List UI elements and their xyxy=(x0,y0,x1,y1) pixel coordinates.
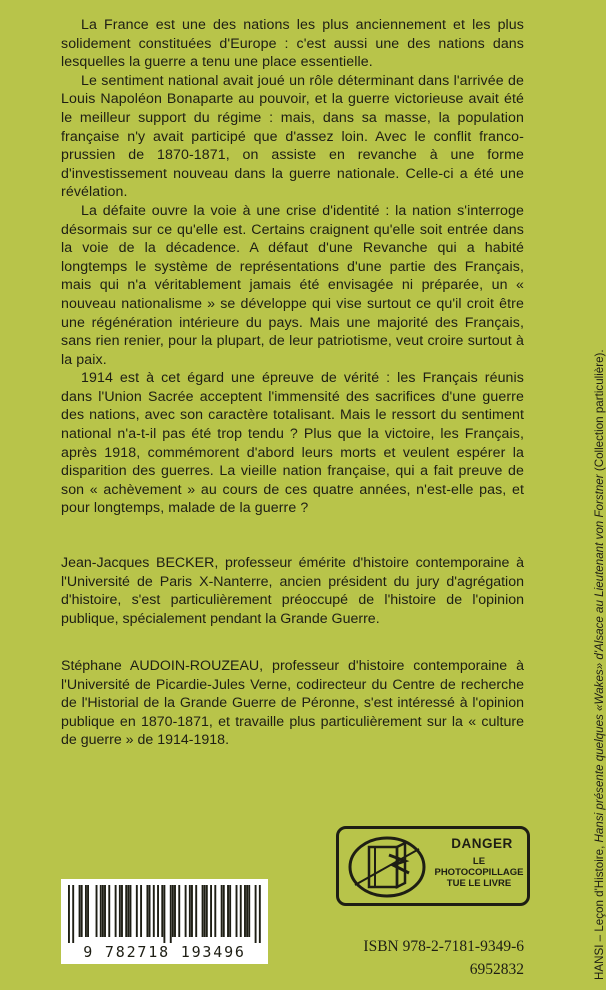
barcode-bar xyxy=(108,885,110,937)
barcode xyxy=(61,879,268,964)
danger-photocopillage-logo xyxy=(336,826,530,906)
bio-becker-text: Jean-Jacques BECKER, professeur émérite d'histoire contemporaine à l'Université de Paris X-Nanterre, ancien président du jury d'agrégation d'histoire, s'est particulièrement préoccupé de l'histoire de l'opinion publique, spécialement pendant la Grande Guerre. xyxy=(61,555,524,627)
barcode-bar xyxy=(153,885,155,937)
barcode-bar xyxy=(229,885,231,937)
barcode-bar xyxy=(119,885,121,937)
barcode-bar xyxy=(214,885,216,937)
author-bio-audoin-rouzeau xyxy=(61,657,524,750)
barcode-bar xyxy=(79,885,81,937)
bio-audoin-text: Stéphane AUDOIN-ROUZEAU, professeur d'histoire contemporaine à l'Université de Picardie-Jules Verne, codirecteur du Centre de recherche de l'Historial de la Grande Guerre de Péronne, s'est intéressé à l'opinion publique en 1870-1871, et travaille plus particulièrement sur la « culture de guerre » de 1914-1918. xyxy=(61,658,524,749)
isbn-block xyxy=(327,935,524,981)
paragraph-1: La France est une des nations les plus anciennement et les plus solidement constituées d'Europe : c'est aussi une des nations dans lesquelles la guerre a tenu une place essentielle. xyxy=(61,17,524,71)
barcode-bar xyxy=(130,885,132,937)
barcode-bar xyxy=(206,885,208,937)
barcode-bar xyxy=(221,885,223,937)
barcode-bar xyxy=(248,885,250,937)
barcode-bar xyxy=(244,885,246,937)
barcode-bar xyxy=(157,885,159,937)
barcode-bars xyxy=(68,885,261,943)
credit-suffix: (Collection particulière). xyxy=(593,349,606,475)
barcode-bar xyxy=(185,885,187,937)
barcode-bar xyxy=(236,885,238,937)
barcode-bar xyxy=(125,885,127,937)
barcode-bar xyxy=(174,885,176,937)
danger-line-3: TUE LE LIVRE xyxy=(446,878,512,889)
barcode-bar xyxy=(255,885,257,943)
barcode-bar xyxy=(240,885,242,937)
barcode-bar xyxy=(178,885,180,937)
broken-book-icon xyxy=(347,835,427,899)
barcode-bar xyxy=(246,885,248,937)
barcode-bar xyxy=(127,885,129,937)
paragraph-3: La défaite ouvre la voie à une crise d'identité : la nation s'interroge désormais sur ce qu'elle est. Certains craignent qu'elle soit entrée dans la voie de la décadence. A défaut d'une Revanche qui a habité longtemps le système de représentations d'une partie des Français, mais qui n'a véritablement jamais été envisagée ni préparée, un « nouveau nationalisme » se développe qui vise surtout ce qu'il croit être une régénération intérieure du pays. Mais une majorité des Français, sans rien renier, pour la plupart, de leur patriotisme, veut croire surtout à la paix. xyxy=(61,202,524,368)
barcode-bar xyxy=(68,885,70,943)
barcode-bar xyxy=(204,885,206,937)
barcode-bar xyxy=(100,885,102,937)
barcode-digits: 9 782718 193496 xyxy=(83,943,246,961)
barcode-bar xyxy=(259,885,261,943)
barcode-bar xyxy=(72,885,74,943)
barcode-bar xyxy=(104,885,106,937)
main-text xyxy=(61,16,524,518)
isbn-number: ISBN 978-2-7181-9349-6 xyxy=(363,938,524,955)
credit-title: Hansi présente quelques «Wakes» d'Alsace au Lieutenant von Forstner xyxy=(593,474,606,843)
barcode-bar xyxy=(136,885,138,937)
publisher-code: 6952832 xyxy=(469,961,524,978)
danger-subtitle xyxy=(429,856,529,889)
image-credit-vertical xyxy=(593,70,606,980)
barcode-bar xyxy=(146,885,148,937)
barcode-bar xyxy=(149,885,151,937)
barcode-bar xyxy=(191,885,193,937)
barcode-bar xyxy=(115,885,117,937)
barcode-bar xyxy=(189,885,191,937)
barcode-bar xyxy=(121,885,123,937)
danger-title: DANGER xyxy=(451,836,513,851)
barcode-bar xyxy=(202,885,204,937)
author-bio-becker xyxy=(61,554,524,628)
barcode-bar xyxy=(163,885,165,943)
barcode-bar xyxy=(85,885,87,937)
barcode-bar xyxy=(81,885,83,937)
barcode-bar xyxy=(227,885,229,937)
barcode-bar xyxy=(195,885,197,937)
barcode-bar xyxy=(170,885,172,943)
barcode-bar xyxy=(96,885,98,937)
danger-line-2: PHOTOCOPILLAGE xyxy=(434,867,524,878)
barcode-bar xyxy=(172,885,174,937)
credit-prefix: HANSI – Leçon d'Histoire, xyxy=(593,842,606,980)
barcode-bar xyxy=(102,885,104,937)
barcode-bar xyxy=(140,885,142,937)
barcode-bar xyxy=(161,885,163,937)
paragraph-4: 1914 est à cet égard une épreuve de vérité : les Français réunis dans l'Union Sacrée acceptent l'immensité des sacrifices d'une guerre des nations, avec son caractère totalisant. Mais le ressort du sentiment national n'a-t-il pas été trop tendu ? Plus que la victoire, les Français, après 1918, commémorent d'abord leurs morts et veulent espérer la disparition des guerres. La vieille nation française, qui a fait preuve de son « achèvement » au cours de ces quatre années, n'est-elle pas, et pour longtemps, malade de la guerre ? xyxy=(61,370,524,517)
danger-line-1: LE xyxy=(472,856,486,867)
barcode-bar xyxy=(223,885,225,937)
barcode-bar xyxy=(87,885,89,937)
barcode-bar xyxy=(210,885,212,937)
paragraph-2: Le sentiment national avait joué un rôle déterminant dans l'arrivée de Louis Napoléon Bonaparte au pouvoir, et la guerre victorieuse avait été le meilleur support du régime : mais, dans sa masse, la population française n'y avait participé que d'assez loin. Avec le conflit franco-prussien de 1870-1871, on assiste en revanche à une forme d'investissement nouveau dans la guerre nationale. Celle-ci a été une révélation. xyxy=(61,72,524,201)
